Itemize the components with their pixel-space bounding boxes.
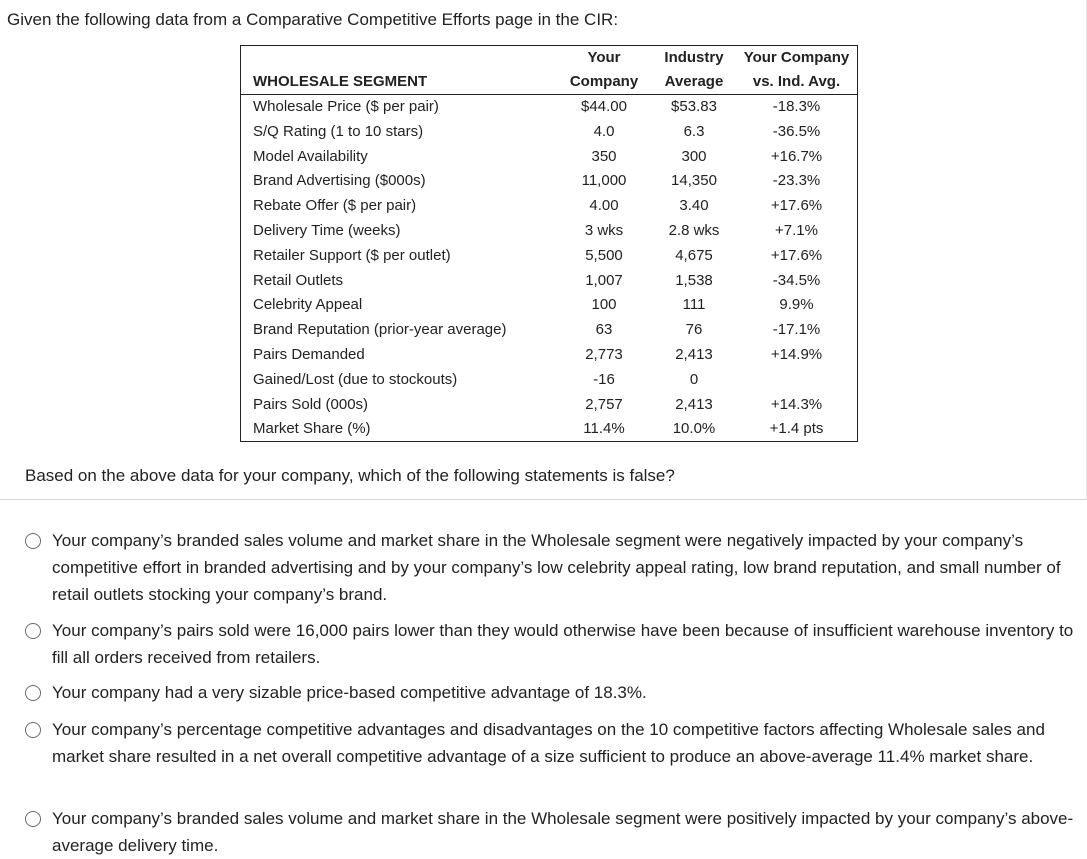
- row-label: Brand Reputation (prior-year average): [253, 321, 507, 339]
- row-label: Pairs Demanded: [253, 345, 365, 363]
- row-industry-value: $53.83: [671, 98, 717, 115]
- row-industry-value: 14,350: [671, 172, 717, 190]
- row-vs-industry-value: +17.6%: [770, 246, 823, 264]
- row-vs-industry-value: +14.3%: [770, 395, 823, 413]
- cir-data-table: [240, 45, 858, 442]
- answer-option-text: Your company’s percentage competitive advantages and disadvantages on the 10 competitive factors affecting Wholesale sales and market share resulted in a net overall competitive advantage of a size sufficient to produce an above-average 11.4% market share.: [52, 720, 1045, 766]
- row-your-company-value: 4.0: [593, 122, 615, 140]
- row-label: Brand Advertising ($000s): [253, 172, 426, 190]
- row-industry-value: 3.40: [679, 197, 709, 215]
- row-label: S/Q Rating (1 to 10 stars): [253, 122, 424, 140]
- row-label: Model Availability: [253, 147, 368, 165]
- header-your-company-line1: Your: [587, 49, 621, 66]
- radio-button[interactable]: [25, 722, 41, 738]
- row-industry-value: 4,675: [675, 246, 713, 264]
- row-vs-industry-value: +14.9%: [770, 345, 823, 363]
- row-your-company-value: 4.00: [589, 197, 619, 215]
- radio-button[interactable]: [25, 811, 41, 827]
- row-industry-value: 76: [685, 321, 703, 339]
- table-row: [241, 393, 857, 418]
- table-row: [241, 219, 857, 244]
- row-vs-industry-value: +17.6%: [770, 197, 823, 215]
- row-label: Retailer Support ($ per outlet): [253, 246, 451, 264]
- row-label: Wholesale Price ($ per pair): [253, 98, 439, 115]
- row-your-company-value: 11.4%: [583, 420, 625, 438]
- answer-option-text: Your company’s branded sales volume and market share in the Wholesale segment were negatively impacted by your company’s competitive effort in branded advertising and by your company’s low celebrity appeal rating, low brand reputation, and small number of retail outlets stocking your company’s brand.: [52, 531, 1061, 604]
- radio-button[interactable]: [25, 623, 41, 639]
- row-industry-value: 300: [681, 147, 707, 165]
- row-industry-value: 1,538: [675, 271, 713, 289]
- radio-button[interactable]: [25, 685, 41, 701]
- row-vs-industry-value: -34.5%: [772, 271, 821, 289]
- row-your-company-value: 63: [595, 321, 613, 339]
- row-your-company-value: 2,757: [585, 395, 623, 413]
- table-row: [241, 269, 857, 294]
- row-industry-value: 2,413: [675, 345, 713, 363]
- row-industry-value: 6.3: [683, 122, 705, 140]
- row-label: Rebate Offer ($ per pair): [253, 197, 417, 215]
- header-vs-line1: Your Company: [743, 49, 850, 66]
- row-vs-industry-value: -18.3%: [772, 98, 821, 115]
- row-vs-industry-value: -23.3%: [772, 172, 821, 190]
- row-vs-industry-value: 9.9%: [779, 296, 814, 314]
- row-industry-value: 2,413: [675, 395, 713, 413]
- header-vs-line2: vs. Ind. Avg.: [736, 70, 857, 95]
- row-your-company-value: 100: [591, 296, 617, 314]
- row-label: Delivery Time (weeks): [253, 221, 401, 239]
- row-vs-industry-value: +16.7%: [770, 147, 823, 165]
- row-your-company-value: 3 wks: [584, 221, 624, 239]
- row-your-company-value: 1,007: [585, 271, 623, 289]
- answer-option-text: Your company had a very sizable price-based competitive advantage of 18.3%.: [52, 683, 647, 702]
- header-segment: WHOLESALE SEGMENT: [241, 70, 556, 95]
- intro-text: Given the following data from a Comparative Competitive Efforts page in the CIR:: [7, 10, 619, 29]
- row-label: Celebrity Appeal: [253, 296, 363, 314]
- row-your-company-value: 350: [591, 147, 617, 165]
- table-row: [241, 417, 857, 442]
- row-your-company-value: 11,000: [581, 172, 627, 190]
- row-label: Market Share (%): [253, 420, 371, 438]
- table-row: [241, 293, 857, 318]
- row-vs-industry-value: +1.4 pts: [769, 420, 824, 438]
- row-vs-industry-value: -17.1%: [772, 321, 821, 339]
- table-row: [241, 343, 857, 368]
- row-vs-industry-value: [736, 368, 857, 393]
- row-your-company-value: -16: [593, 370, 615, 388]
- table-row: [241, 145, 857, 170]
- row-label: Retail Outlets: [253, 271, 344, 289]
- row-vs-industry-value: -36.5%: [772, 122, 821, 140]
- row-label: Pairs Sold (000s): [253, 395, 369, 413]
- header-your-company-line2: Company: [556, 70, 652, 95]
- table-row: [241, 95, 857, 120]
- header-industry-line2: Average: [652, 70, 736, 95]
- row-industry-value: 0: [689, 370, 699, 388]
- row-vs-industry-value: +7.1%: [775, 221, 818, 239]
- table-row: [241, 318, 857, 343]
- table-row: [241, 194, 857, 219]
- table-row: [241, 368, 857, 393]
- row-industry-value: 111: [682, 296, 706, 314]
- table-row: [241, 244, 857, 269]
- table-row: [241, 120, 857, 145]
- row-industry-value: 2.8 wks: [668, 221, 720, 239]
- row-label: Gained/Lost (due to stockouts): [253, 370, 458, 388]
- answer-option-text: Your company’s pairs sold were 16,000 pairs lower than they would otherwise have been because of insufficient warehouse inventory to fill all orders received from retailers.: [52, 621, 1074, 667]
- answer-option-text: Your company’s branded sales volume and market share in the Wholesale segment were positively impacted by your company’s above-average delivery time.: [52, 809, 1074, 855]
- row-your-company-value: 5,500: [585, 246, 623, 264]
- row-your-company-value: $44.00: [581, 98, 627, 115]
- question-prompt: Based on the above data for your company, which of the following statements is false?: [25, 466, 675, 485]
- radio-button[interactable]: [25, 533, 41, 549]
- table-row: [241, 169, 857, 194]
- row-industry-value: 10.0%: [672, 420, 716, 438]
- row-your-company-value: 2,773: [585, 345, 623, 363]
- header-industry-line1: Industry: [664, 49, 724, 66]
